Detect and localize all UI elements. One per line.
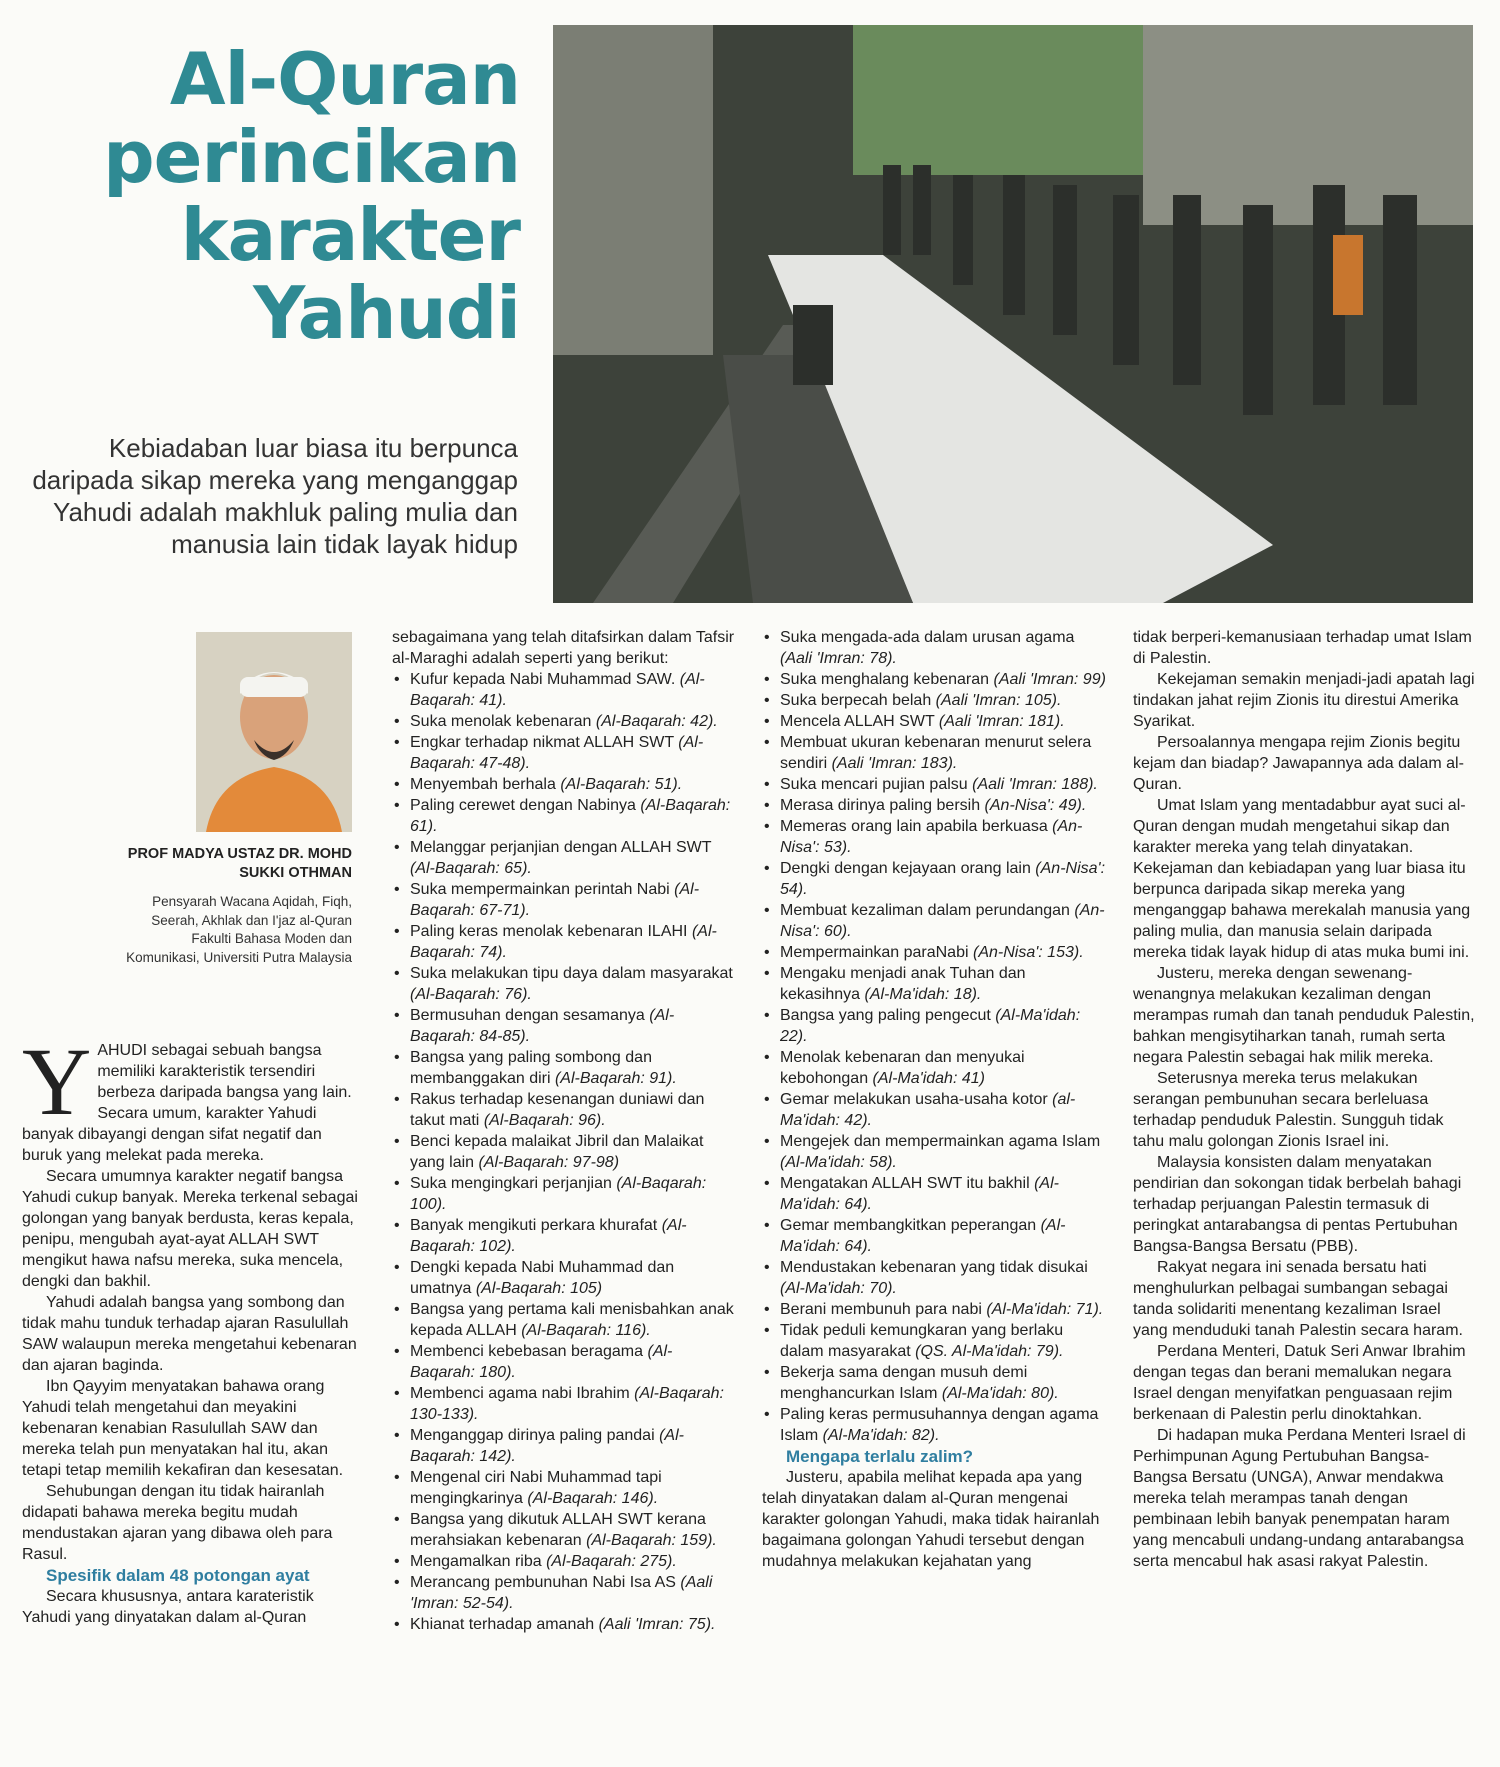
verse-reference: (Al-Baqarah: 65).: [410, 860, 532, 877]
list-item: [762, 1299, 1107, 1320]
item-text: Menyembah berhala: [410, 776, 561, 793]
paragraph: Malaysia konsisten dalam menyatakan pendirian dan sokongan tidak berbelah bahagi terhadap perjuangan Palestin termasuk di peringkat antarabangsa di pentas Pertubuhan Bangsa-Bangsa Bersatu (PBB).: [1133, 1154, 1462, 1255]
news-photo: [553, 25, 1473, 603]
item-text: Suka menolak kebenaran: [410, 713, 596, 730]
verse-reference: (Al-Ma'idah: 18).: [864, 986, 982, 1003]
list-item: [392, 1509, 737, 1551]
verse-reference: (Al-Baqarah: 180).: [410, 1343, 673, 1381]
item-text: Membenci kebebasan beragama: [410, 1343, 648, 1360]
verse-reference: (Al-Baqarah: 142).: [410, 1427, 684, 1465]
list-item: [762, 1173, 1107, 1215]
intro-paragraph: [22, 1028, 362, 1166]
item-text: Mengenal ciri Nabi Muhammad tapi mengingkarinya: [410, 1469, 662, 1507]
item-text: Kufur kepada Nabi Muhammad SAW.: [410, 671, 680, 688]
item-text: Gemar membangkitkan peperangan: [780, 1217, 1041, 1234]
verse-reference: (Al-Baqarah: 275).: [546, 1553, 677, 1570]
column-4: [1133, 627, 1478, 1572]
item-text: Gemar melakukan usaha-usaha kotor: [780, 1091, 1053, 1108]
item-text: Suka mengingkari perjanjian: [410, 1175, 617, 1192]
item-text: Bangsa yang dikutuk ALLAH SWT kerana merahsiakan kebenaran: [410, 1511, 706, 1549]
paragraph: Seterusnya mereka terus melakukan serangan pembunuhan secara berleluasa terhadap penduduk Palestin. Sungguh tidak tahu malu golongan Zionis Israel ini.: [1133, 1070, 1444, 1150]
list-item: [392, 795, 737, 837]
headline: [60, 37, 520, 355]
verse-reference: (An-Nisa': 53).: [780, 818, 1083, 856]
paragraph: Perdana Menteri, Datuk Seri Anwar Ibrahim dengan tegas dan berani memalukan negara Israel dengan menyifatkan penguasaan rejim berkenaan di Palestin perlu dinoktahkan.: [1133, 1343, 1466, 1423]
verse-reference: (Aali 'Imran: 105).: [935, 692, 1062, 709]
verse-reference: (Al-Baqarah: 74).: [410, 923, 717, 961]
headline-line-1: Al-Quran: [169, 37, 520, 121]
item-text: Tidak peduli kemungkaran yang berlaku dalam masyarakat: [780, 1322, 1064, 1360]
item-text: Paling keras menolak kebenaran ILAHI: [410, 923, 692, 940]
list-item: [392, 879, 737, 921]
subheading: Mengapa terlalu zalim?: [786, 1447, 974, 1466]
list-item: [762, 963, 1107, 1005]
item-text: Dengki kepada Nabi Muhammad dan umatnya: [410, 1259, 675, 1297]
item-text: Bangsa yang paling sombong dan membanggakan diri: [410, 1049, 652, 1087]
verse-reference: (Al-Baqarah: 76).: [410, 986, 532, 1003]
item-text: Mengamalkan riba: [410, 1553, 547, 1570]
item-text: Menolak kebenaran dan menyukai kebohongan: [780, 1049, 1025, 1087]
list-item: [762, 1005, 1107, 1047]
item-text: Mengejek dan mempermainkan agama Islam: [780, 1133, 1101, 1150]
verse-reference: (Aali 'Imran: 181).: [938, 713, 1065, 730]
item-text: Mencela ALLAH SWT: [780, 713, 939, 730]
list-item: [392, 669, 737, 711]
verse-reference: (An-Nisa': 60).: [780, 902, 1105, 940]
subheading: Spesifik dalam 48 potongan ayat: [46, 1566, 310, 1585]
item-text: Bermusuhan dengan sesamanya: [410, 1007, 650, 1024]
paragraph: tidak berperi-kemanusiaan terhadap umat Islam di Palestin.: [1133, 629, 1472, 667]
paragraph: Di hadapan muka Perdana Menteri Israel di Perhimpunan Agung Pertubuhan Bangsa-Bangsa Bersatu (UNGA), Anwar mendakwa mereka telah merampas tanah dengan pembinaan lebih banyak penempatan haram yang mencabuli undang-undang antarabangsa serta mencabul hak asasi rakyat Palestin.: [1133, 1427, 1466, 1570]
headline-line-2: perincikan: [103, 115, 520, 199]
list-item: [762, 1215, 1107, 1257]
list-item: [392, 837, 737, 879]
verse-reference: (Al-Ma'idah: 64).: [780, 1217, 1066, 1255]
item-text: Membuat ukuran kebenaran menurut selera sendiri: [780, 734, 1092, 772]
list-item: [392, 1089, 737, 1131]
verse-reference: (QS. Al-Ma'idah: 79).: [915, 1343, 1064, 1360]
item-text: Mengaku menjadi anak Tuhan dan kekasihnya: [780, 965, 1026, 1003]
item-text: Suka melakukan tipu daya dalam masyarakat: [410, 965, 733, 982]
item-text: Suka menghalang kebenaran: [780, 671, 994, 688]
item-text: Mengatakan ALLAH SWT itu bakhil: [780, 1175, 1035, 1192]
paragraph: Kekejaman semakin menjadi-jadi apatah lagi tindakan jahat rejim Zionis itu direstui Amerika Syarikat.: [1133, 671, 1475, 730]
item-text: Suka berpecah belah: [780, 692, 936, 709]
paragraph: Justeru, mereka dengan sewenang-wenangnya melakukan kezaliman dengan merampas rumah dan tanah penduduk Palestin, bahkan mengisytiharkan tanah, rumah serta negara Palestin sebagai hak milik mereka.: [1133, 965, 1475, 1066]
paragraph: Justeru, apabila melihat kepada apa yang telah dinyatakan dalam al-Quran mengenai karakter golongan Yahudi, maka tidak hairanlah bagaimana golongan Yahudi tersebut dengan mudahnya melakukan kejahatan yang: [762, 1469, 1100, 1570]
list-item: [762, 774, 1107, 795]
item-text: Memeras orang lain apabila berkuasa: [780, 818, 1053, 835]
paragraph: Sehubungan dengan itu tidak hairanlah didapati bahawa mereka begitu mudah mendustakan ajaran yang dibawa oleh para Rasul.: [22, 1483, 333, 1563]
list-item: [392, 1425, 737, 1467]
column-3: [762, 627, 1107, 1572]
verse-reference: (Al-Ma'idah: 70).: [780, 1280, 897, 1297]
item-text: Suka mempermainkan perintah Nabi: [410, 881, 675, 898]
column-2: [392, 627, 737, 1635]
paragraph: Rakyat negara ini senada bersatu hati menghulurkan pelbagai sumbangan sebagai tanda solidariti menentang kezaliman Israel yang menduduki tanah Palestin secara haram.: [1133, 1259, 1463, 1339]
list-item: [762, 669, 1107, 690]
item-text: Merasa dirinya paling bersih: [780, 797, 985, 814]
item-text: Benci kepada malaikat Jibril dan Malaikat yang lain: [410, 1133, 704, 1171]
verse-reference: (Al-Baqarah: 146).: [527, 1490, 659, 1507]
list-item: [392, 1572, 737, 1614]
paragraph: Secara umumnya karakter negatif bangsa Yahudi cukup banyak. Mereka terkenal sebagai golongan yang banyak berdusta, keras kepala, penipu, mengubah ayat-ayat ALLAH SWT mengikut hawa nafsu mereka, suka mencela, dengki dan bakhil.: [22, 1168, 358, 1290]
list-item: [762, 1089, 1107, 1131]
list-item: [762, 627, 1107, 669]
paragraph-text: AHUDI sebagai sebuah bangsa memiliki karakteristik tersendiri berbeza daripada bangsa yang lain. Secara umum, karakter Yahudi banyak dibayangi dengan sifat negatif dan buruk yang melekat pada mereka.: [22, 1042, 352, 1164]
list-item: [392, 1299, 737, 1341]
verse-reference: (al-Ma'idah: 42).: [780, 1091, 1076, 1129]
list-item: [392, 774, 737, 795]
item-text: Engkar terhadap nikmat ALLAH SWT: [410, 734, 679, 751]
item-text: Banyak mengikuti perkara khurafat: [410, 1217, 662, 1234]
traits-list: [762, 627, 1107, 1446]
list-item: [762, 900, 1107, 942]
drop-cap: Y: [22, 1028, 92, 1135]
verse-reference: (Al-Baqarah: 51).: [560, 776, 683, 793]
verse-reference: (Al-Baqarah: 130-133).: [410, 1385, 724, 1423]
paragraph: Persoalannya mengapa rejim Zionis begitu kejam dan biadap? Jawapannya ada dalam al-Quran.: [1133, 734, 1464, 793]
item-text: Merancang pembunuhan Nabi Isa AS: [410, 1574, 681, 1591]
list-item: [762, 1404, 1107, 1446]
verse-reference: (Al-Ma'idah: 41): [872, 1070, 985, 1087]
verse-reference: (Aali 'Imran: 183).: [831, 755, 958, 772]
item-text: Suka mengada-ada dalam urusan agama: [780, 629, 1075, 646]
verse-reference: (Aali 'Imran: 78).: [780, 650, 897, 667]
verse-reference: (An-Nisa': 54).: [780, 860, 1106, 898]
list-item: [392, 1614, 737, 1635]
verse-reference: (Al-Baqarah: 116).: [521, 1322, 651, 1339]
list-item: [392, 711, 737, 732]
verse-reference: (Aali 'Imran: 99): [993, 671, 1106, 688]
paragraph: Ibn Qayyim menyatakan bahawa orang Yahudi telah mengetahui dan meyakini kebenaran kenabian Rasulullah SAW dan mereka telah pun menyatakan hal itu, akan tetapi tetap memilih kekafiran dan kesesatan.: [22, 1378, 344, 1479]
verse-reference: (Al-Baqarah: 105): [475, 1280, 603, 1297]
list-item: [392, 1215, 737, 1257]
verse-reference: (Al-Baqarah: 84-85).: [410, 1007, 675, 1045]
list-intro: sebagaimana yang telah ditafsirkan dalam Tafsir al-Maraghi adalah seperti yang berikut:: [392, 629, 735, 667]
list-item: [392, 1467, 737, 1509]
verse-reference: (An-Nisa': 153).: [972, 944, 1084, 961]
paragraph: Yahudi adalah bangsa yang sombong dan tidak mahu tunduk terhadap ajaran Rasulullah SAW walaupun mereka mengetahui kebenaran dan ajaran baginda.: [22, 1294, 357, 1374]
verse-reference: (Al-Baqarah: 67-71).: [410, 881, 700, 919]
item-text: Berani membunuh para nabi: [780, 1301, 987, 1318]
verse-reference: (Al-Baqarah: 41).: [410, 671, 705, 709]
list-item: [762, 711, 1107, 732]
item-text: Paling cerewet dengan Nabinya: [410, 797, 641, 814]
verse-reference: (Aali 'Imran: 75).: [598, 1616, 716, 1633]
verse-reference: (Al-Ma'idah: 82).: [822, 1427, 940, 1444]
verse-reference: (Al-Ma'idah: 22).: [780, 1007, 1081, 1045]
item-text: Bangsa yang paling pengecut: [780, 1007, 996, 1024]
list-item: [762, 795, 1107, 816]
list-item: [762, 732, 1107, 774]
list-item: [762, 858, 1107, 900]
traits-list: [392, 669, 737, 1635]
paragraph: Umat Islam yang mentadabbur ayat suci al-Quran dengan mudah mengetahui sikap dan karakter mereka yang telah dinyatakan. Kekejaman dan kebiadapan yang luar biasa itu berpunca daripada sikap mereka yang menganggap bahawa merekalah manusia yang paling mulia, dan manusia selain daripada mereka tidak layak hidup di atas muka bumi ini.: [1133, 797, 1471, 961]
list-item: [392, 1047, 737, 1089]
item-text: Mendustakan kebenaran yang tidak disukai: [780, 1259, 1088, 1276]
item-text: Bekerja sama dengan musuh demi menghancurkan Islam: [780, 1364, 1028, 1402]
verse-reference: (Al-Baqarah: 159).: [586, 1532, 717, 1549]
item-text: Suka mencari pujian palsu: [780, 776, 973, 793]
list-item: [762, 1320, 1107, 1362]
paragraph: Secara khususnya, antara karateristik Yahudi yang dinyatakan dalam al-Quran: [22, 1588, 314, 1626]
list-item: [762, 1257, 1107, 1299]
item-text: Paling keras permusuhannya dengan agama Islam: [780, 1406, 1099, 1444]
item-text: Khianat terhadap amanah: [410, 1616, 599, 1633]
verse-reference: (Aali 'Imran: 188).: [972, 776, 1098, 793]
list-item: [762, 816, 1107, 858]
list-item: [392, 1005, 737, 1047]
item-text: Dengki dengan kejayaan orang lain: [780, 860, 1036, 877]
list-item: [762, 1362, 1107, 1404]
headline-line-4: Yahudi: [253, 271, 520, 355]
list-item: [392, 1341, 737, 1383]
verse-reference: (Al-Baqarah: 91).: [554, 1070, 677, 1087]
headline-line-3: karakter: [180, 193, 520, 277]
list-item: [762, 942, 1107, 963]
author-title: Pensyarah Wacana Aqidah, Fiqh, Seerah, Akhlak dan I'jaz al-Quran Fakulti Bahasa Moden dan Komunikasi, Universiti Putra Malaysia: [126, 894, 352, 965]
verse-reference: (Al-Baqarah: 42).: [595, 713, 718, 730]
verse-reference: (Al-Ma'idah: 71).: [986, 1301, 1104, 1318]
verse-reference: (Al-Baqarah: 100).: [410, 1175, 707, 1213]
list-item: [392, 1551, 737, 1572]
list-item: [392, 1173, 737, 1215]
standfirst: Kebiadaban luar biasa itu berpunca daripada sikap mereka yang menganggap Yahudi adalah makhluk paling mulia dan manusia lain tidak layak hidup: [32, 433, 518, 559]
verse-reference: (Al-Baqarah: 96).: [483, 1112, 606, 1129]
list-item: [392, 732, 737, 774]
item-text: Menganggap dirinya paling pandai: [410, 1427, 660, 1444]
verse-reference: (Al-Baqarah: 97-98): [478, 1154, 620, 1171]
list-item: [762, 690, 1107, 711]
item-text: Rakus terhadap kesenangan duniawi dan takut mati: [410, 1091, 705, 1129]
list-item: [392, 1131, 737, 1173]
author-portrait: [196, 632, 352, 832]
verse-reference: (Al-Baqarah: 47-48).: [410, 734, 704, 772]
item-text: Membenci agama nabi Ibrahim: [410, 1385, 635, 1402]
verse-reference: (Al-Baqarah: 61).: [410, 797, 731, 835]
list-item: [392, 1383, 737, 1425]
list-item: [762, 1047, 1107, 1089]
item-text: Melanggar perjanjian dengan ALLAH SWT: [410, 839, 712, 856]
verse-reference: (Al-Ma'idah: 58).: [780, 1154, 897, 1171]
item-text: Mempermainkan paraNabi: [780, 944, 973, 961]
column-1: [22, 1028, 362, 1628]
verse-reference: (Aali 'Imran: 52-54).: [410, 1574, 713, 1612]
list-item: [392, 963, 737, 1005]
list-item: [762, 1131, 1107, 1173]
verse-reference: (Al-Ma'idah: 64).: [780, 1175, 1059, 1213]
verse-reference: (Al-Ma'idah: 80).: [941, 1385, 1059, 1402]
author-name: PROF MADYA USTAZ DR. MOHD SUKKI OTHMAN: [127, 846, 352, 881]
list-item: [392, 921, 737, 963]
verse-reference: (Al-Baqarah: 102).: [410, 1217, 687, 1255]
item-text: Membuat kezaliman dalam perundangan: [780, 902, 1075, 919]
list-item: [392, 1257, 737, 1299]
verse-reference: (An-Nisa': 49).: [984, 797, 1087, 814]
item-text: Bangsa yang pertama kali menisbahkan anak kepada ALLAH: [410, 1301, 734, 1339]
